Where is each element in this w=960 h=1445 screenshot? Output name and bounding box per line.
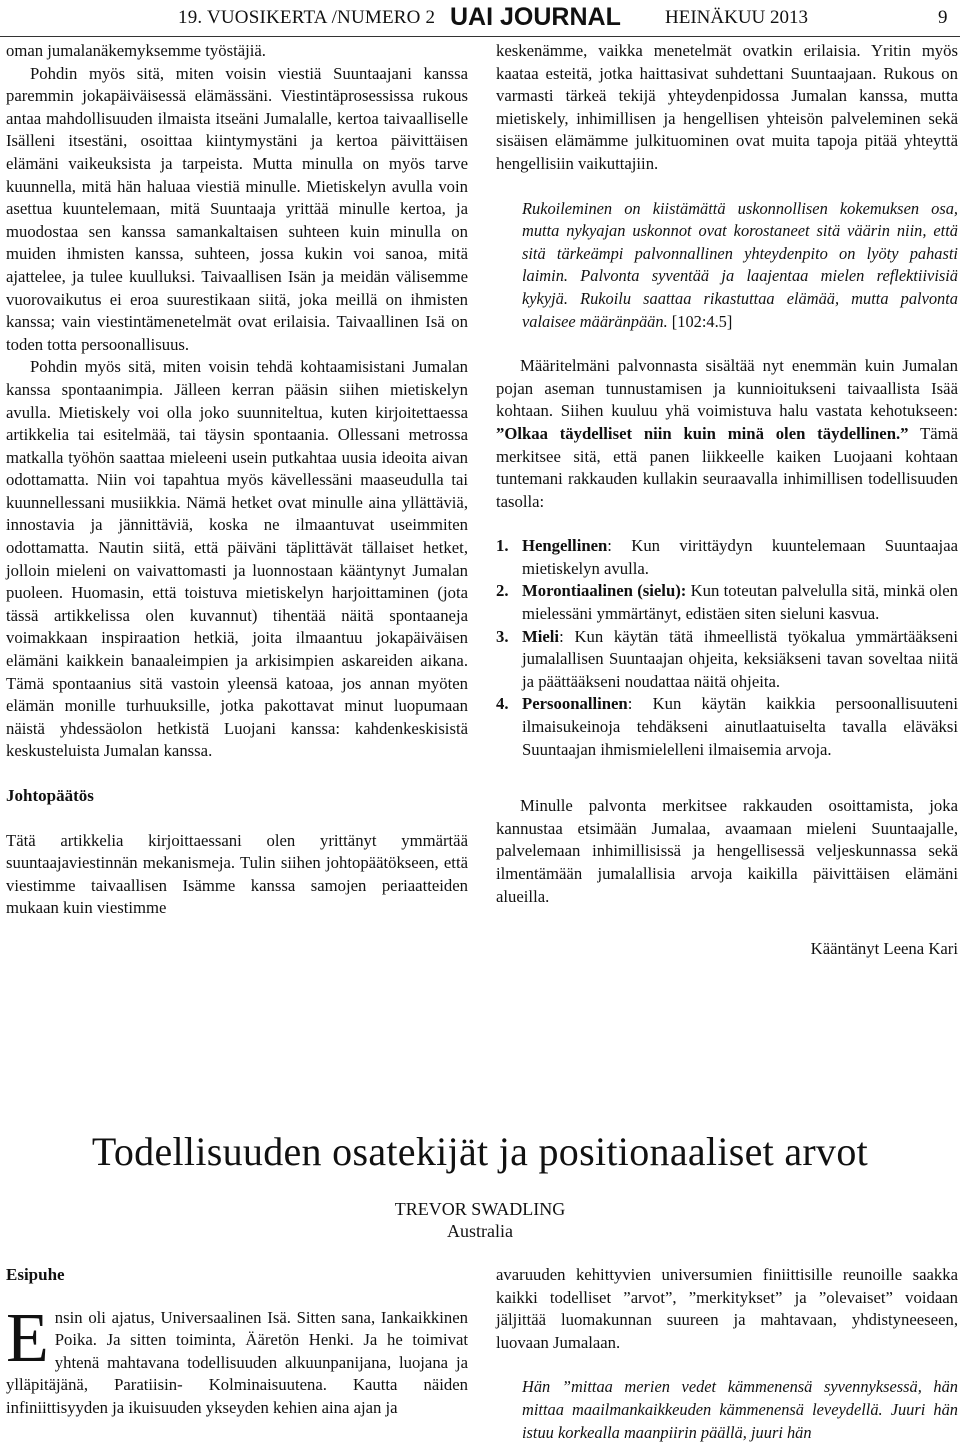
translator-signature: Kääntänyt Leena Kari [810, 939, 958, 959]
list-item [496, 626, 958, 694]
section-heading-conclusion: Johtopäätös [6, 786, 94, 805]
author-block [0, 1198, 960, 1242]
spacer [496, 513, 958, 535]
paragraph: Minulle palvonta merkitsee rakkauden osoittamista, joka kannustaa etsimään Jumalaa, avaamaan mieleni Suuntaajalle, palvelemaan inhimillisissä ja hengellisessä veljeskunnassa sekä ilmentämään jumalallisia arvoja kaikilla päivittäisen elämäni alueilla. [496, 796, 958, 906]
levels-list [496, 535, 958, 761]
list-item [496, 693, 958, 761]
list-item [496, 535, 958, 580]
spacer [6, 763, 468, 785]
list-term: Mieli [522, 626, 560, 646]
journal-title: UAI JOURNAL [450, 3, 621, 31]
foreword-continuation [496, 1264, 958, 1444]
spacer [496, 761, 958, 795]
list-number: 3. [496, 626, 509, 646]
right-column [496, 40, 958, 961]
paragraph: avaruuden kehittyvien universumien finiittisille reunoille saakka kaikki todelliset ”arvot”, ”merkitykset” ja ”olevaiset” voidaan jäljittää luomakunnan suureen ja mahtavaan, yhdistyneeseen, luovaan Jumalaan. [496, 1265, 958, 1352]
list-number: 4. [496, 694, 509, 714]
spacer [6, 808, 468, 830]
paragraph: keskenämme, vaikka menetelmät ovatkin erilaisia. Yritin myös kaataa esteitä, jotka haittasivat suhdettani Suuntaajaan. Rukous on varmasti tärkeä tekijä yhteydenpidossa Jumalan kanssa, mutta mietiskely, inhimillisen ja hengellisen yhteisön palveleminen sekä sisäisen elämämme julkituominen ovat muita tapoja pitää yhteyttä hengellisiin vaikuttajiin. [496, 41, 958, 173]
emphasis-quote: ”Olkaa täydelliset niin kuin minä olen täydellinen.” [496, 423, 909, 443]
paragraph: Pohdin myös sitä, miten voisin viestiä Suuntaajani kanssa paremmin jokapäiväisessä elämässäni. Viestintäprosessissa rukous antaa mahdollisuuden ilmaista itseäni Jumalalle, kertoa taivaalliselle Isälleni itsestäni, osoittaa kiintymystäni ja kertoa päivittäisen elämäni vaikeuksista ja tarpeista. Mutta minulla on myös tarve kuunnella, mitä hän haluaa viestiä minulle. Mietiskelyn avulla voin asettua kuuntelemaan, mitä Suuntaaja yrittää minulle kertoa, ja muodostaa sen kanssa samankaltaisen suhteen kuin minulla on muiden ihmisten kanssa, suhteen, jossa kukin voi sanoa, mitä ajattelee, ja tulee kuulluksi. Taivaallisen Isän ja meidän välisemme vuorovaikutus ei eroa suurestikaan siitä, joka meillä on ihmisten kanssa; vain viestintämenetelmät ovat erilaisia. Taivaallinen Isä on toden totta persoonallisuus. [6, 63, 468, 354]
list-text: Kun toteutan palvelulla sitä, minkä olen mielessäni ymmärtänyt, edistäen siten sieluni kasvua. [522, 581, 959, 624]
header-rule [0, 36, 960, 37]
paragraph-text: nsin oli ajatus, Universaalinen Isä. Sitten sana, Iankaikkinen Poika. Ja sitten toiminta, Ääretön Henki. Ja he toimivat yhtenä mahtavana todellisuuden alkuunpanijana, luojana ja ylläpitäjänä, Paratiisin- Kolminaisuutena. Kautta näiden infiniittisyyden ja ikuisuuden ykseyden kehien aina ajan ja [6, 1307, 468, 1417]
spacer [496, 333, 958, 355]
spacer [496, 908, 958, 938]
paragraph-text: Tämä merkitsee sitä, että panen liikkeelle kaiken Luojaani kohtaan tuntemani rakkauden kullakin seuraavalla inhimillisen todellisuuden tasolla: [496, 423, 959, 511]
paragraph: Tätä artikkelia kirjoittaessani olen yrittänyt ymmärtää suuntaajaviestinnän mekanismeja. Tulin siihen johtopäätökseen, että viestimme taivaallisen Isämme kanssa samojen periaatteiden mukaan kuin viestimme [6, 830, 468, 918]
article-title: Todellisuuden osatekijät ja positionaaliset arvot [91, 1129, 869, 1174]
paragraph: Pohdin myös sitä, miten voisin tehdä kohtaamisistani Jumalan kanssa spontaanimpia. Jälleen kerran pääsin siihen mietiskelyn avulla. Mietiskely voi olla joko suunniteltua, kuten kirjoitettaessa artikkelia tai esitelmää, tai täysin spontaania. Ollessani metrossa matkalla työhön saattaa mieleeni usein putkahtaa uusia ideoita aivan odottamatta. Niin voi tapahtua myös kävellessäni maaseudulla tai kuunnellessani musiikkia. Nämä hetket ovat minulle aina yllättäviä, innostavia ja jännittäviä, koska ne ilmaantuvat useimmiten odottamatta. Nautin siitä, että päiväni täplittävät tällaiset hetket, jolloin mieleni on vaivattomasti ja luonnostaan kääntynyt Jumalan puoleen. Huomasin, että toistuva mietiskelyn harjoittaminen (jota tässä artikkelissa olen kuvannut) tihentää näitä spontaaneja voimakkaan inspiraation hetkiä, joita ilmaantuu jokapäiväisen elämäni kaikkein banaaleimpien ja arkisimpien askareiden aikana. Tämä spontaanius sitä vastoin yleensä katoaa, jos annan myöten elämän monille turhuuksille, jotka pakottavat minut luopumaan näistä yhdessäolon hetkistä Luojani kanssa: kahdenkeskisistä keskusteluista Jumalan kanssa. [6, 357, 468, 761]
page-number: 9 [938, 7, 948, 28]
block-quote: Hän ”mittaa merien vedet kämmenensä syvennyksessä, hän mittaa maailmankaikkeuden kämmenensä leveydellä. Juuri hän istuu korkealla maanpiirin päällä, juuri hän [522, 1377, 958, 1442]
section-heading-foreword: Esipuhe [6, 1265, 65, 1284]
issue-date: HEINÄKUU 2013 [665, 7, 809, 28]
foreword-column [6, 1264, 468, 1420]
list-text: Kun virittäydyn kuuntelemaan Suuntaajaa mietiskelyn avulla. [522, 536, 959, 578]
block-quote [496, 198, 958, 334]
list-separator: : [607, 536, 632, 556]
issue-label: 19. VUOSIKERTA /NUMERO 2 [178, 7, 436, 28]
paragraph [496, 355, 958, 513]
list-item [496, 580, 958, 625]
list-text: Kun käytän tätä ihmeellistä työkalua ymmärtääkseni jumalallisen Suuntaajan ohjeita, keksiäkseni tavan soveltaa niitä ja päättääkseni noudattaa näitä ohjeita. [522, 626, 959, 691]
paragraph: oman jumalanäkemyksemme työstäjiä. [6, 41, 266, 60]
list-separator: : [559, 626, 575, 646]
author-name: TREVOR SWADLING [394, 1199, 566, 1219]
spacer [496, 1354, 958, 1376]
quote-text: Rukoileminen on kiistämättä uskonnollisen kokemuksen osa, mutta nykyajan uskonnot ovat korostaneet sitä väärin niin, että sitä tärkeämpi palvonnallinen yhteydenpito on lyöty pahasti laimin. Palvonta syventää ja laajentaa mielen reflektiivisiä kykyjä. Rukoilu saattaa rikastuttaa elämää, mutta palvonta valaisee määränpään. [522, 198, 958, 331]
page-header [0, 4, 960, 34]
list-term: Persoonallinen [522, 694, 628, 714]
drop-cap: E [6, 1299, 49, 1377]
left-column [6, 40, 468, 920]
list-term: Morontiaalinen (sielu): [522, 581, 687, 601]
spacer [496, 176, 958, 198]
author-country: Australia [447, 1221, 513, 1241]
list-number: 2. [496, 581, 509, 601]
list-text: Kun käytän kaikkia persoonallisuuteni ilmaisukeinoja tehdäkseni ainutlaatuiselta tavalla eläväksi Suuntaajan ihmismielelleni ilmaisemia arvoja. [522, 694, 958, 759]
quote-reference: [102:4.5] [667, 311, 733, 331]
list-number: 1. [496, 536, 509, 556]
paragraph-text: Määritelmäni palvonnasta sisältää nyt enemmän kuin Jumalan pojan aseman tunnustamisen ja kunnioitukseni taivaallista Isää kohtaan. Siihen kuuluu yhä voimistuva halu vastata kehotukseen: [496, 356, 958, 421]
list-separator: : [627, 694, 653, 714]
list-term: Hengellinen [522, 536, 608, 556]
